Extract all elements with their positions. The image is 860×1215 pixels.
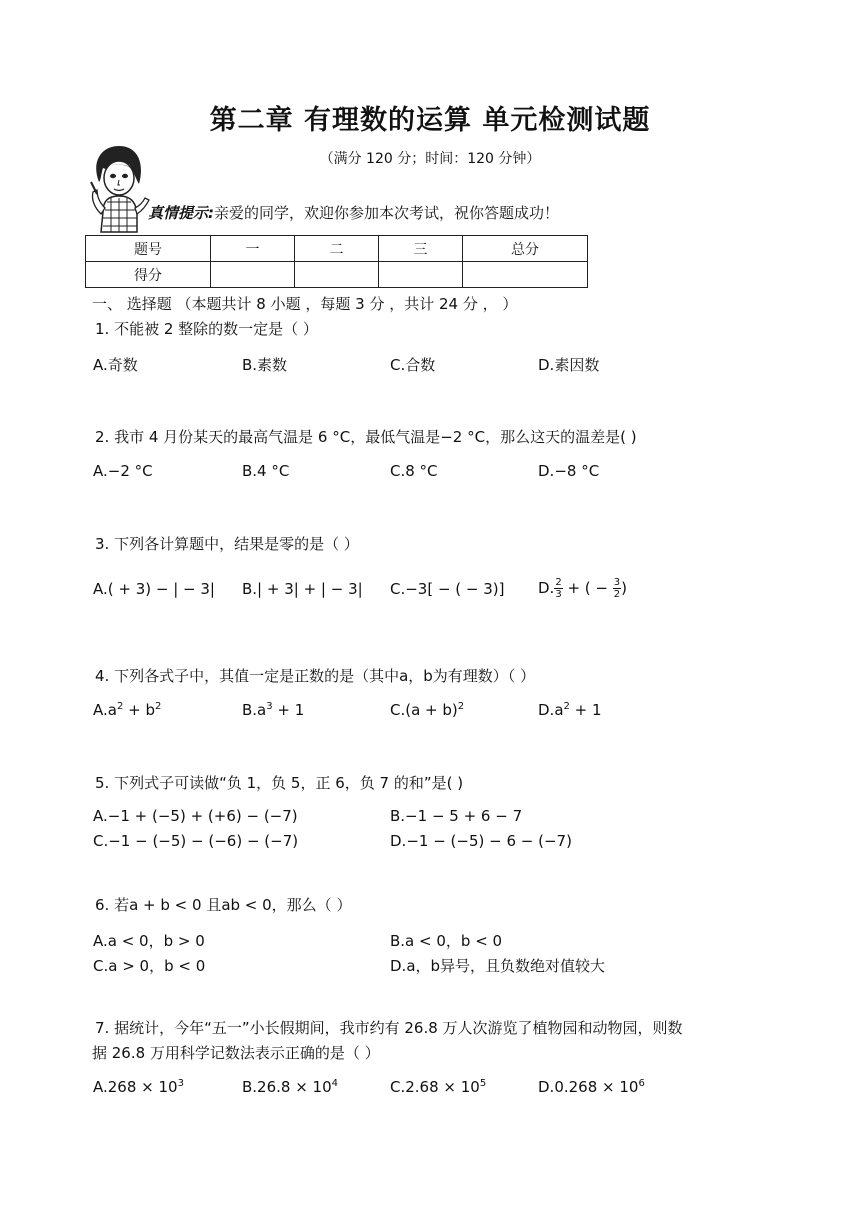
option-c[interactable]: C.a > 0，b < 0 — [93, 957, 206, 975]
option-d[interactable]: D.−8 °C — [538, 462, 600, 480]
option-a[interactable] — [93, 1078, 184, 1096]
option-c[interactable]: C.合数 — [390, 356, 436, 374]
math-text: C.2.68 × 10 — [390, 1078, 480, 1096]
option-c[interactable]: C.−1 − (−5) − (−6) − (−7) — [93, 832, 299, 850]
fraction — [613, 577, 621, 600]
option-a[interactable]: A.a < 0，b > 0 — [93, 932, 205, 950]
table-cell: 得分 — [86, 262, 211, 288]
table-cell: 总分 — [463, 236, 588, 262]
fraction-numerator: 2 — [555, 577, 562, 588]
math-text: D.a — [538, 701, 564, 719]
table-row — [86, 236, 588, 262]
question-stem: 7. 据统计，今年“五一”小长假期间，我市约有 26.8 万人次游览了植物园和动物园，则数 — [95, 1019, 683, 1037]
option-c[interactable]: C.−3[ − ( − 3)] — [390, 580, 505, 598]
score-input-cell[interactable] — [463, 262, 588, 288]
table-cell: 三 — [379, 236, 463, 262]
teacher-cartoon-icon — [85, 142, 151, 234]
option-letter: D. — [538, 579, 555, 597]
option-b[interactable]: B.| + 3| + | − 3| — [242, 580, 363, 598]
exponent: 2 — [563, 701, 570, 712]
question-stem: 5. 下列式子可读做“负 1，负 5，正 6，负 7 的和”是( ) — [95, 774, 464, 792]
math-text: ) — [621, 579, 627, 597]
question-stem: 2. 我市 4 月份某天的最高气温是 6 °C，最低气温是−2 °C，那么这天的温差是( ) — [95, 428, 637, 446]
math-text: + 1 — [569, 701, 602, 719]
option-a[interactable] — [93, 701, 161, 719]
math-text: D.0.268 × 10 — [538, 1078, 639, 1096]
exponent: 2 — [154, 701, 162, 712]
option-c[interactable]: C.8 °C — [390, 462, 438, 480]
score-table — [85, 235, 588, 288]
option-d[interactable]: D.素因数 — [538, 356, 600, 374]
table-cell: 二 — [295, 236, 379, 262]
math-text: A.268 × 10 — [93, 1078, 178, 1096]
score-input-cell[interactable] — [295, 262, 379, 288]
option-b[interactable] — [242, 701, 304, 719]
fraction-numerator: 3 — [613, 577, 621, 588]
option-c[interactable] — [390, 701, 464, 719]
option-d[interactable] — [538, 577, 627, 600]
score-input-cell[interactable] — [379, 262, 463, 288]
math-text: B.a — [242, 701, 267, 719]
option-a[interactable]: A.( + 3) − | − 3| — [93, 580, 215, 598]
option-d[interactable]: D.−1 − (−5) − 6 − (−7) — [390, 832, 572, 850]
math-text: + ( − — [562, 579, 613, 597]
question-stem: 4. 下列各式子中，其值一定是正数的是（其中a，b为有理数）（ ） — [95, 667, 536, 685]
exponent: 3 — [177, 1078, 184, 1089]
option-d[interactable]: D.a，b异号，且负数绝对值较大 — [390, 957, 606, 975]
fraction-denominator: 3 — [555, 589, 562, 600]
exponent: 6 — [638, 1078, 645, 1089]
math-text: C.(a + b) — [390, 701, 458, 719]
tip-line — [148, 202, 559, 223]
tip-text: 亲爱的同学，欢迎你参加本次考试，祝你答题成功！ — [214, 204, 560, 222]
option-b[interactable]: B.a < 0，b < 0 — [390, 932, 503, 950]
option-b[interactable]: B.4 °C — [242, 462, 290, 480]
exponent: 5 — [479, 1078, 487, 1089]
option-b[interactable]: B.−1 − 5 + 6 − 7 — [390, 807, 523, 825]
table-cell: 一 — [211, 236, 295, 262]
option-a[interactable]: A.−1 + (−5) + (+6) − (−7) — [93, 807, 298, 825]
option-d[interactable] — [538, 701, 602, 719]
question-stem-continued: 据 26.8 万用科学记数法表示正确的是（ ） — [92, 1044, 380, 1062]
math-text: + 1 — [272, 701, 305, 719]
exponent: 3 — [266, 701, 273, 712]
exponent: 2 — [116, 701, 124, 712]
option-b[interactable] — [242, 1078, 338, 1096]
exponent: 2 — [457, 701, 465, 712]
option-b[interactable]: B.素数 — [242, 356, 288, 374]
option-a[interactable]: A.奇数 — [93, 356, 138, 374]
exponent: 4 — [331, 1078, 339, 1089]
option-a[interactable]: A.−2 °C — [93, 462, 153, 480]
table-cell: 题号 — [86, 236, 211, 262]
math-text: B.26.8 × 10 — [242, 1078, 332, 1096]
option-d[interactable] — [538, 1078, 645, 1096]
fraction — [554, 577, 562, 600]
exam-subtitle: （满分 120 分；时间：120 分钟） — [319, 151, 541, 167]
math-text: A.a — [93, 701, 117, 719]
page-title: 第二章 有理数的运算 单元检测试题 — [209, 105, 651, 136]
question-stem: 6. 若a + b < 0 且ab < 0，那么（ ） — [95, 896, 352, 914]
fraction-denominator: 2 — [613, 589, 621, 600]
score-input-cell[interactable] — [211, 262, 295, 288]
question-stem: 1. 不能被 2 整除的数一定是（ ） — [95, 320, 318, 338]
tip-label: 真情提示: — [148, 204, 214, 222]
question-stem: 3. 下列各计算题中，结果是零的是（ ） — [95, 535, 359, 553]
math-text: + b — [123, 701, 155, 719]
section-heading: 一、 选择题 （本题共计 8 小题 ，每题 3 分 ，共计 24 分 ， ） — [92, 295, 518, 313]
table-row — [86, 262, 588, 288]
option-c[interactable] — [390, 1078, 486, 1096]
